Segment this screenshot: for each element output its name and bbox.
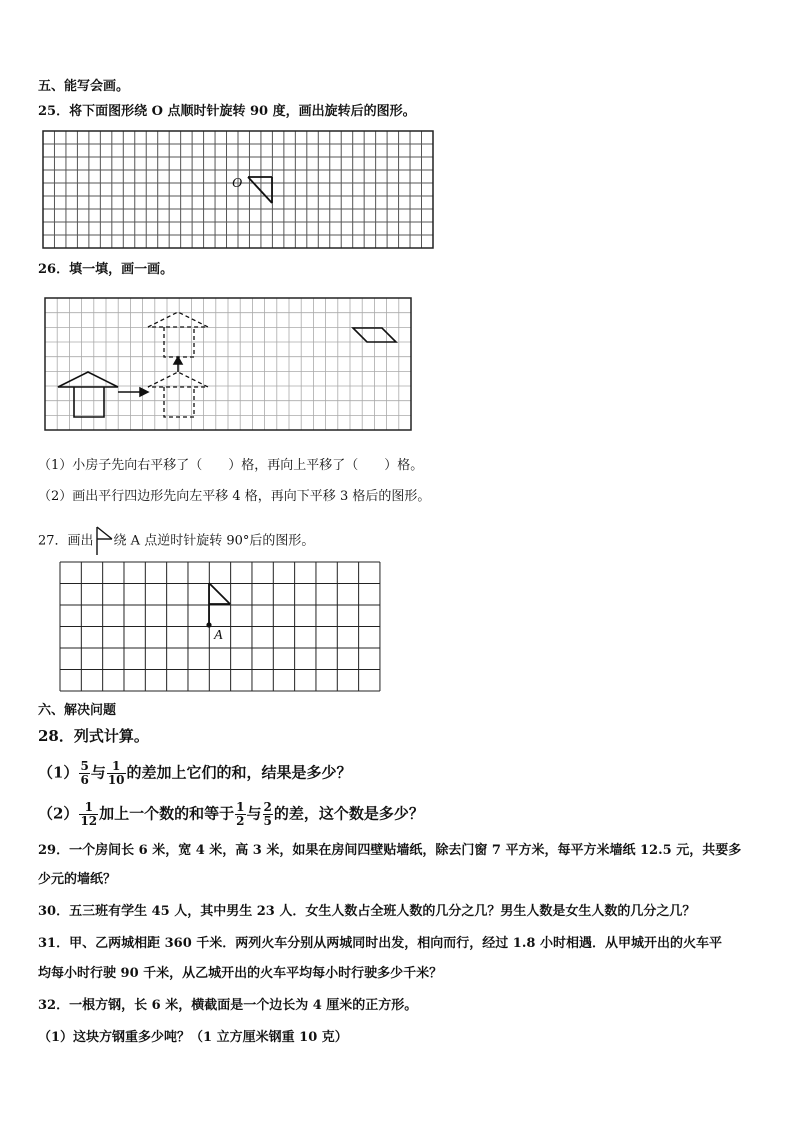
- house-dashed-upper: [148, 312, 208, 357]
- house-solid: [58, 372, 118, 417]
- question-32: 32．一根方钢，长 6 米，横截面是一个边长为 4 厘米的正方形。: [38, 998, 418, 1013]
- question-27-prefix: 27．画出: [38, 533, 94, 549]
- question-31-line-1: 31．甲、乙两城相距 360 千米．两列火车分别从两城同时出发，相向而行，经过 1.8 小时相遇．从甲城开出的火车平: [38, 936, 722, 951]
- point-a-label: A: [214, 628, 223, 643]
- question-26-part-1: （1）小房子先向右平移了（ ）格，再向上平移了（ ）格。: [38, 458, 424, 473]
- question-31-line-2: 均每小时行驶 90 千米，从乙城开出的火车平均每小时行驶多少千米？: [38, 966, 443, 981]
- fraction-5-6: $\frac{5}{6}$: [80, 759, 89, 787]
- question-27-suffix: 绕 A 点逆时针旋转 90°后的图形。: [113, 533, 315, 549]
- question-26: 26．填一填，画一画。: [38, 262, 174, 277]
- question-28-part-2: （2） $\frac{1}{12}$ 加上一个数的和等于 $\frac{1}{2}$ 与 $\frac{2}{5}$ 的差，这个数是多少？: [38, 800, 424, 828]
- section-six-heading: 六、解决问题: [38, 703, 117, 718]
- arrow-right: [118, 388, 148, 396]
- question-25: 25．将下面图形绕 O 点顺时针旋转 90 度，画出旋转后的图形。: [38, 104, 416, 119]
- arrow-up: [174, 357, 182, 372]
- grid-q25: [42, 130, 436, 252]
- flag-figure: [209, 583, 230, 625]
- question-26-part-2: （2）画出平行四边形先向左平移 4 格，再向下平移 3 格后的图形。: [38, 489, 431, 504]
- grid-q26: [44, 297, 414, 433]
- section-five-heading: 五、能写会画。: [38, 79, 130, 94]
- question-30: 30．五三班有学生 45 人，其中男生 23 人．女生人数占全班人数的几分之几？男生人数是女生人数的几分之几？: [38, 904, 696, 919]
- fraction-1-10: $\frac{1}{10}$: [107, 759, 125, 787]
- question-28-part-1: （1） $\frac{5}{6}$ 与 $\frac{1}{10}$ 的差加上它们的和，结果是多少？: [38, 759, 352, 787]
- question-28: 28．列式计算。: [38, 727, 149, 745]
- flag-icon: [94, 526, 114, 556]
- question-29-line-2: 少元的墙纸？: [38, 872, 117, 887]
- house-dashed-lower: [148, 372, 208, 417]
- question-32-part-1: （1）这块方钢重多少吨？（1 立方厘米钢重 10 克）: [38, 1030, 348, 1045]
- question-29-line-1: 29．一个房间长 6 米，宽 4 米，高 3 米，如果在房间四壁贴墙纸，除去门窗 7 平方米，每平方米墙纸 12.5 元，共要多: [38, 843, 742, 858]
- fraction-1-2: $\frac{1}{2}$: [236, 800, 245, 828]
- point-a: [206, 622, 211, 627]
- grid-q27: [59, 561, 383, 693]
- figure-q25-diagonal: [248, 177, 272, 203]
- fraction-1-12: $\frac{1}{12}$: [80, 800, 98, 828]
- question-27: [38, 526, 314, 556]
- point-o-label: O: [232, 176, 243, 191]
- fraction-2-5: $\frac{2}{5}$: [263, 800, 272, 828]
